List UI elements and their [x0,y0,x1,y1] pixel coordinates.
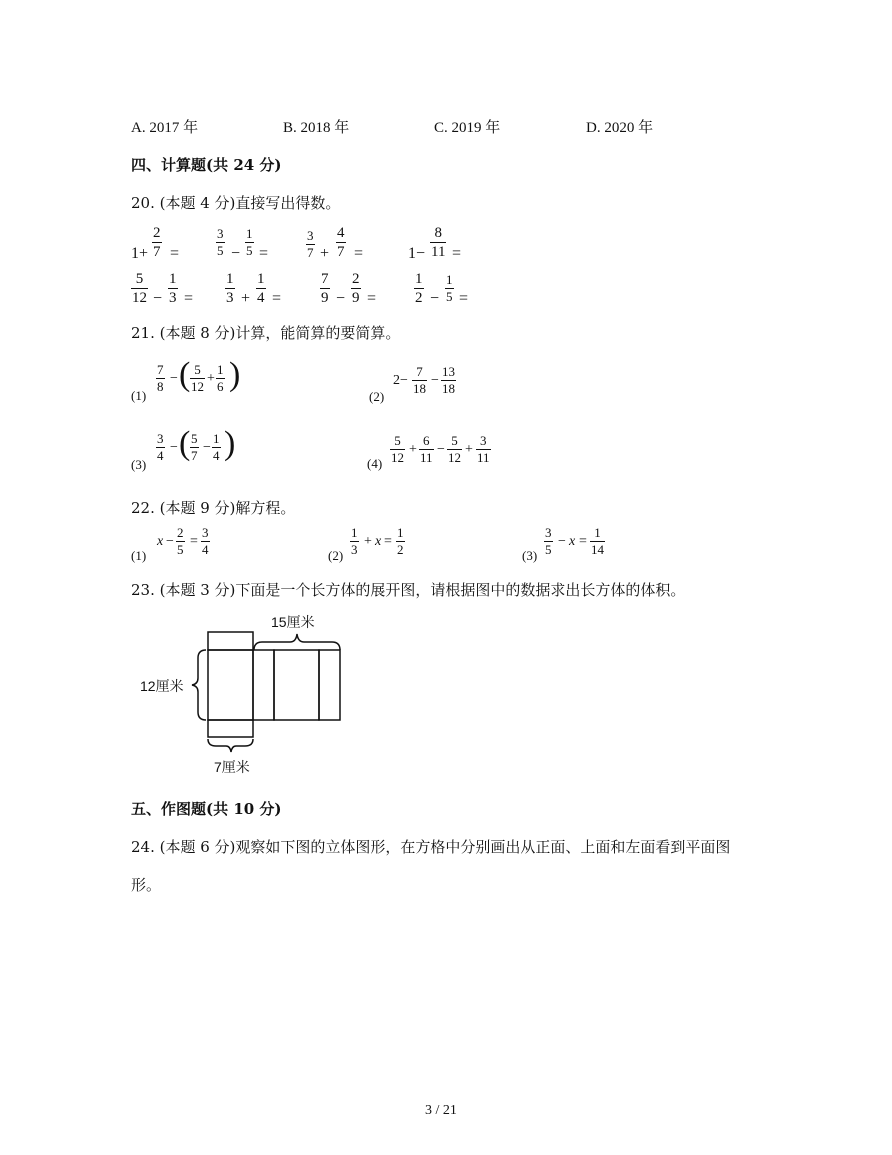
math-text: = [384,534,392,549]
fraction: $\frac{1}{5}$ [246,226,253,258]
fraction: $\frac{1}{5}$ [446,272,453,304]
math-text: 2− [393,373,408,388]
math-text: + [465,442,473,457]
option-c: C. 2019 年 [434,120,501,136]
brace-bottom [208,739,253,752]
fraction: $\frac{1}{2}$ [397,525,404,557]
fraction: $\frac{4}{7}$ [337,225,345,260]
math-text: + [207,371,215,386]
net-face-left [208,650,253,720]
fraction: $\frac{7}{8}$ [157,362,164,394]
cuboid-net-diagram [140,612,360,780]
fraction: $\frac{2}{5}$ [177,525,184,557]
math-text: = [259,245,269,262]
question-20-stem: 20. (本题 4 分)直接写出得数。 [131,194,341,212]
math-text: + [409,442,417,457]
fraction: $\frac{5}{12}$ [448,433,461,465]
section-heading-drawing: 五、作图题(共 10 分) [131,800,282,818]
math-text: − [431,373,439,388]
math-text: ( [179,425,191,462]
net-label-height: 12厘米 [140,678,184,694]
fraction: $\frac{3}{4}$ [202,525,209,557]
math-text: + [364,534,372,549]
fraction: $\frac{13}{18}$ [442,364,455,396]
item-label: (2) [328,548,344,563]
math-text: x [569,534,576,549]
question-24-stem-line1: 24. (本题 6 分)观察如下图的立体图形，在方格中分别画出从正面、上面和左面看到平面图 [131,838,731,856]
section-heading-calculation: 四、计算题(共 24 分) [131,156,282,174]
math-text: − [203,440,211,455]
math-text: − [170,440,178,455]
fraction: $\frac{1}{3}$ [351,525,358,557]
item-label: (1) [131,388,147,403]
math-text: − [336,290,346,307]
fraction: $\frac{5}{12}$ [132,271,147,306]
fraction: $\frac{1}{14}$ [591,525,604,557]
fraction: $\frac{3}{7}$ [307,228,314,260]
fraction: $\frac{5}{7}$ [191,431,198,463]
math-text: = [184,290,194,307]
math-text: − [558,534,566,549]
fraction: $\frac{8}{11}$ [431,225,446,260]
math-text: − [231,245,241,262]
fraction: $\frac{3}{4}$ [157,431,164,463]
net-top-flap [208,632,253,650]
fraction: $\frac{1}{6}$ [217,362,224,394]
math-text: = [459,290,469,307]
item-label: (4) [367,456,383,471]
option-a: A. 2017 年 [131,120,199,136]
question-24-stem-line2: 形。 [131,876,162,894]
question-21-stem: 21. (本题 8 分)计算，能简算的要简算。 [131,324,401,342]
net-bottom-flap [208,720,253,737]
math-text: = [170,245,180,262]
math-text: = [452,245,462,262]
item-label: (1) [131,548,147,563]
math-text: 1+ [131,245,149,262]
fraction: $\frac{1}{4}$ [257,271,265,306]
fraction: $\frac{5}{12}$ [391,433,404,465]
fraction: $\frac{3}{5}$ [545,525,552,557]
math-text: = [579,534,587,549]
fraction: $\frac{1}{3}$ [169,271,177,306]
fraction: $\frac{3}{11}$ [477,433,490,465]
item-label: (3) [522,548,538,563]
fraction: $\frac{2}{9}$ [352,271,360,306]
math-text: 1− [408,245,426,262]
math-text: + [320,245,330,262]
math-text: x [157,534,164,549]
brace-top [254,634,340,650]
math-text: + [241,290,251,307]
option-b: B. 2018 年 [283,120,350,136]
math-text: − [166,534,174,549]
net-label-length: 15厘米 [271,614,315,630]
fraction: $\frac{1}{3}$ [226,271,234,306]
math-text: − [430,290,440,307]
math-text: − [170,371,178,386]
fraction: $\frac{1}{2}$ [415,271,423,306]
math-text: ( [179,356,191,393]
option-d: D. 2020 年 [586,120,654,136]
math-text: = [367,290,377,307]
net-label-width: 7厘米 [214,759,250,775]
math-text: = [190,534,198,549]
fraction: $\frac{3}{5}$ [217,226,224,258]
math-text: x [375,534,382,549]
fraction: $\frac{2}{7}$ [153,225,161,260]
question-22-stem: 22. (本题 9 分)解方程。 [131,499,296,517]
fraction: $\frac{6}{11}$ [420,433,433,465]
brace-left [192,650,206,720]
page-number: 3 / 21 [425,1103,457,1118]
math-text: = [354,245,364,262]
fraction: $\frac{7}{18}$ [413,364,426,396]
fraction: $\frac{5}{12}$ [191,362,204,394]
net-face-2 [253,650,274,720]
item-label: (2) [369,389,385,404]
math-text: ) [229,356,241,393]
net-face-4 [319,650,340,720]
math-text: − [153,290,163,307]
item-label: (3) [131,457,147,472]
math-text: ) [224,425,236,462]
cuboid-net-figure [140,612,360,780]
fraction: $\frac{1}{4}$ [213,431,220,463]
math-text: − [437,442,445,457]
math-text: = [272,290,282,307]
net-face-3 [274,650,319,720]
fraction: $\frac{7}{9}$ [321,271,329,306]
question-23-stem: 23. (本题 3 分)下面是一个长方体的展开图，请根据图中的数据求出长方体的体积。 [131,581,686,599]
